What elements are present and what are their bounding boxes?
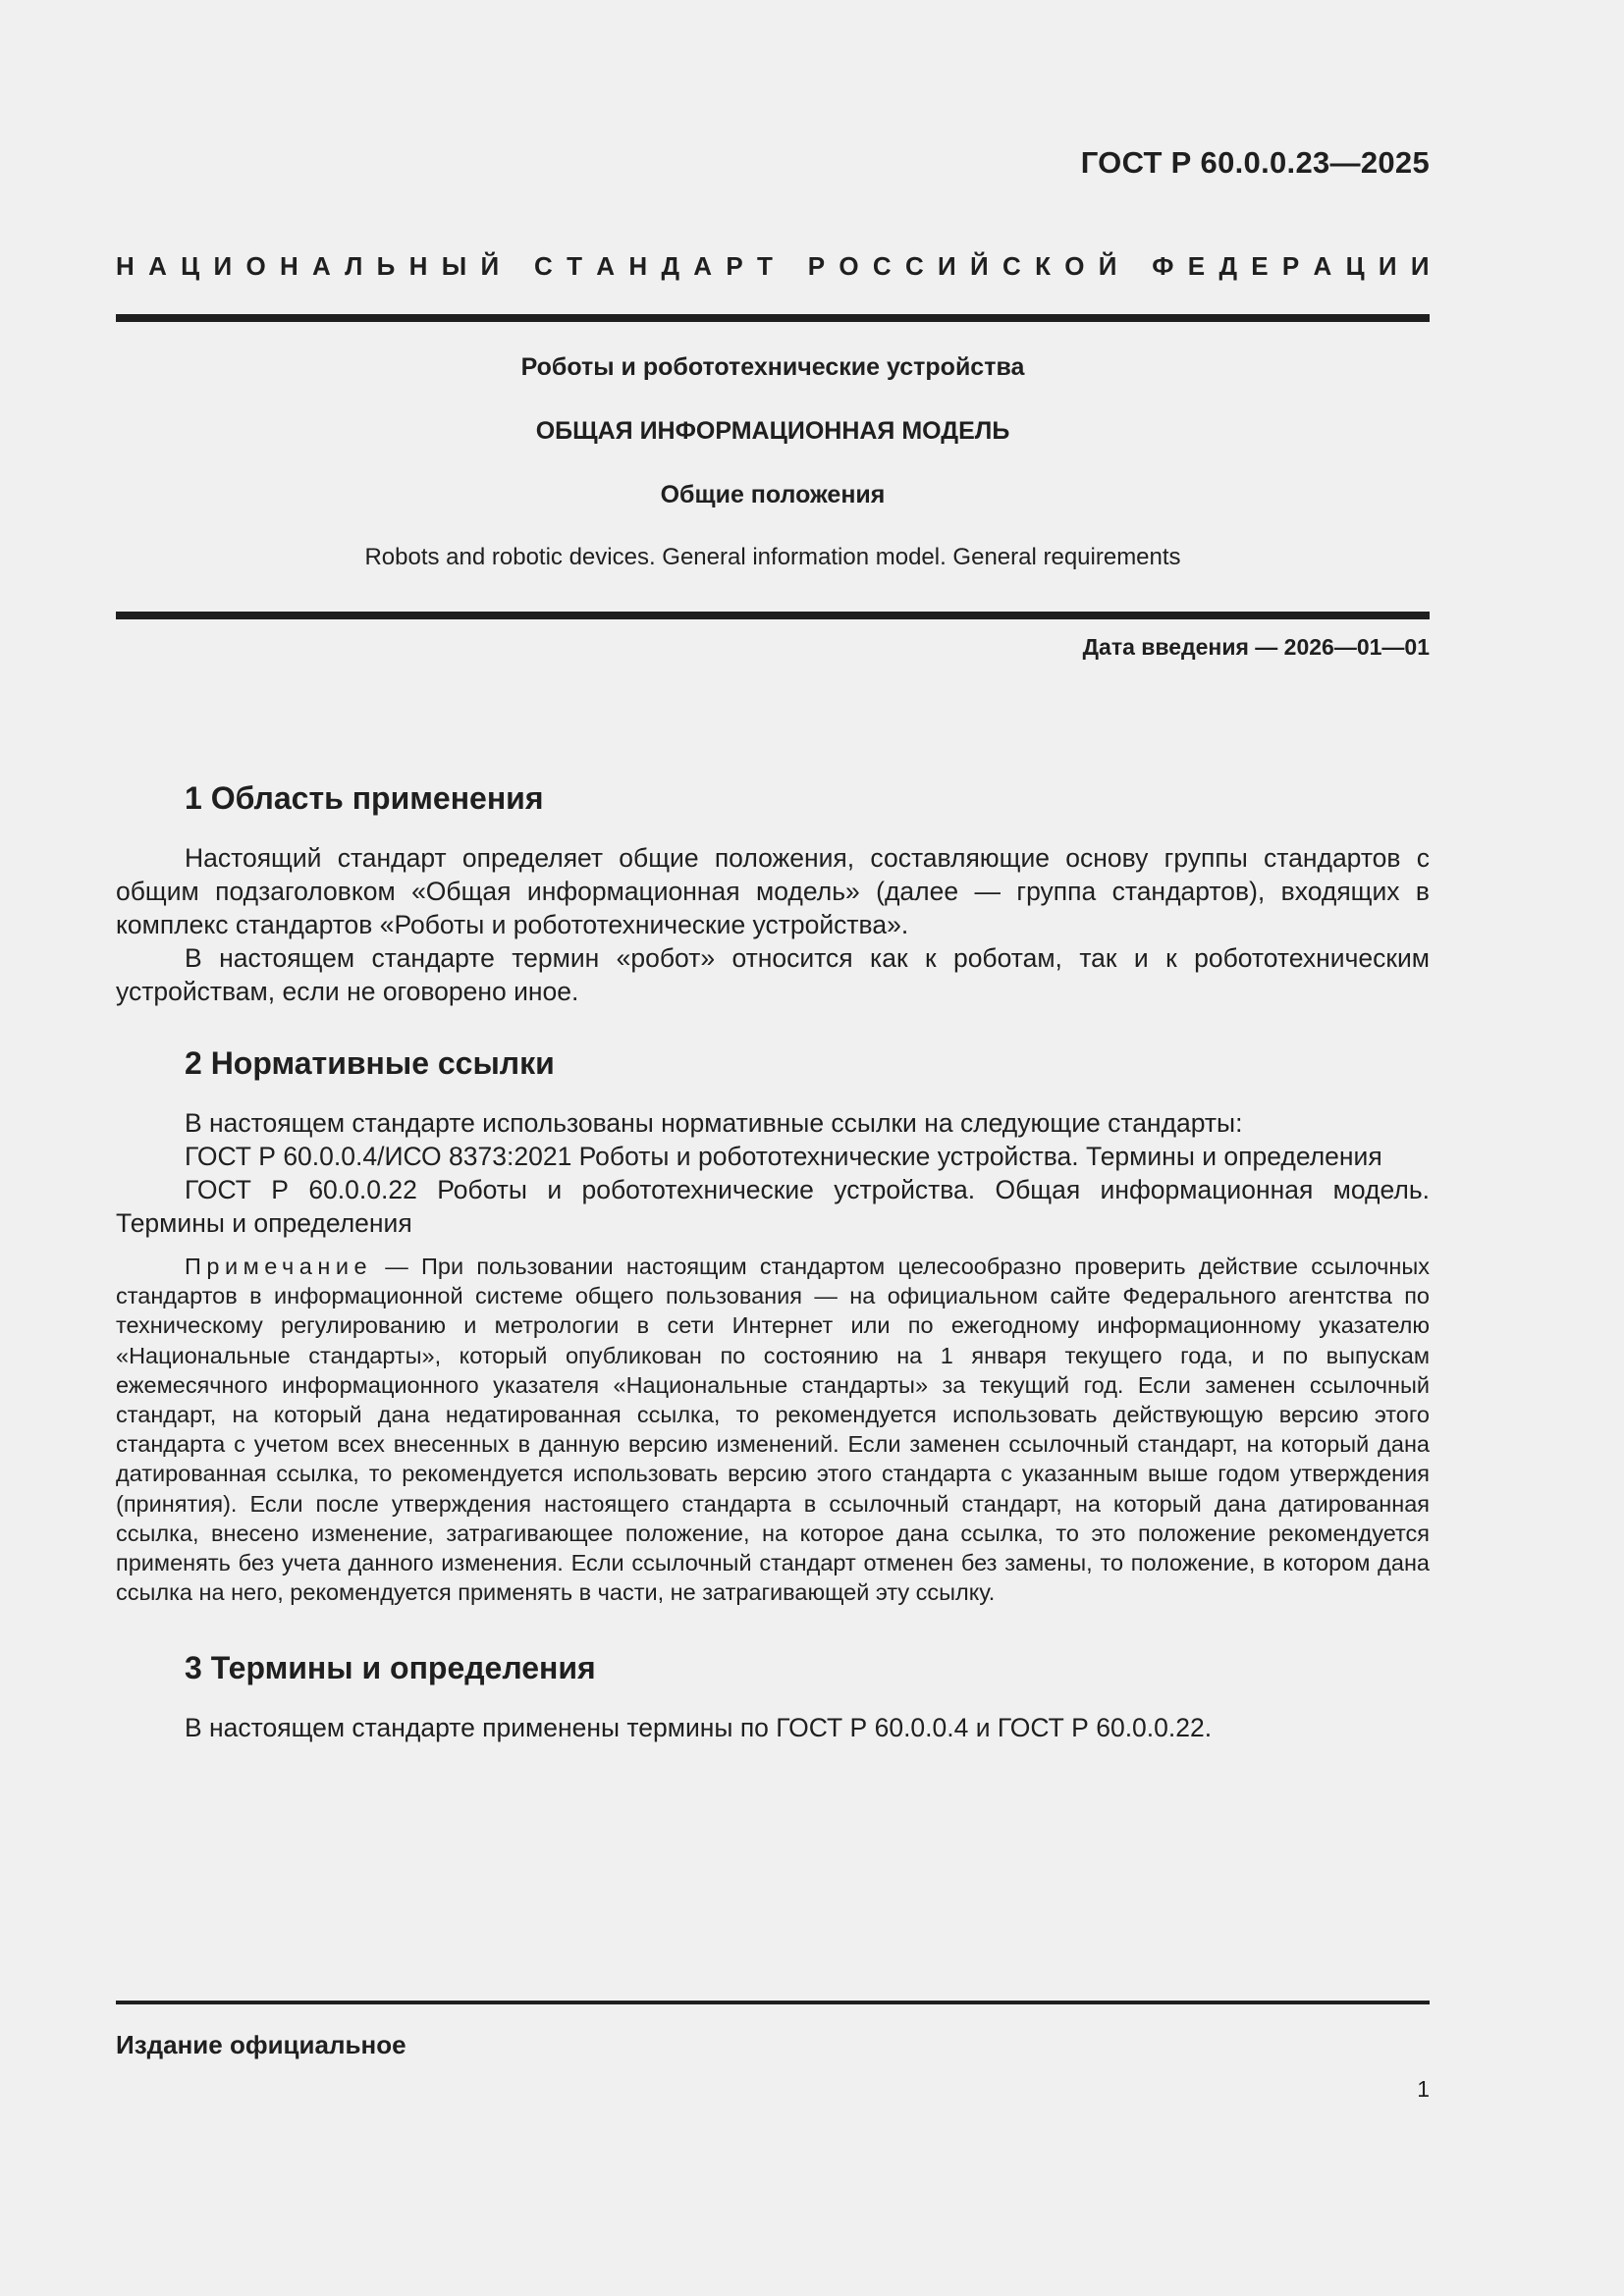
banner-letter: Т xyxy=(567,251,582,281)
section-2-heading: 2 Нормативные ссылки xyxy=(185,1045,555,1081)
banner-letter: С xyxy=(872,251,892,281)
section-3-paragraph-1: В настоящем стандарте применены термины по ГОСТ Р 60.0.0.4 и ГОСТ Р 60.0.0.22. xyxy=(185,1713,1213,1743)
note-text: — При пользовании настоящим стандартом целесообразно проверить действие ссылочных стандартов в информационной системе общего пользования — на официальном сайте Федерального агентства по техническому регулированию и метрологии в сети Интернет или по ежегодному информационному указателю «Национальные стандарты», который опубликован по состоянию на 1 января текущего года, и по выпускам ежемесячного информационного указателя «Национальные стандарты» за текущий год. Если заменен ссылочный стандарт, на который дана недатированная ссылка, то рекомендуется использовать действующую версию этого стандарта с учетом всех внесенных в данную версию изменений. Если заменен ссылочный стандарт, на который дана датированная ссылка, то рекомендуется использовать версию этого стандарта с указанным выше годом утверждения (принятия). Если после утверждения настоящего стандарта в ссылочный стандарт, на который дана датированная ссылка, внесено изменение, затрагивающее положение, на которое дана ссылка, то это положение рекомендуется применять без учета данного изменения. Если ссылочный стандарт отменен без замены, то положение, в котором дана ссылка на него, рекомендуется применять в части, не затрагивающей эту ссылку. xyxy=(116,1254,1430,1606)
banner-letter: С xyxy=(534,251,553,281)
note-label: Примечание xyxy=(185,1254,373,1279)
banner-letter: К xyxy=(1035,251,1051,281)
title-line-1: Роботы и робототехнические устройства xyxy=(520,353,1025,381)
banner-letter: С xyxy=(904,251,924,281)
banner-letter: Т xyxy=(756,251,773,281)
banner-letter: Н xyxy=(116,251,135,281)
banner-letter: А xyxy=(1313,251,1332,281)
banner-letter: Е xyxy=(1187,251,1206,281)
banner-letter: Д xyxy=(1218,251,1237,281)
banner-letter: И xyxy=(1378,251,1397,281)
banner-letter: А xyxy=(148,251,167,281)
section-2-paragraph-1: В настоящем стандарте использованы нормативные ссылки на следующие стандарты: xyxy=(185,1108,1243,1138)
banner-letter: Н xyxy=(408,251,428,281)
banner-letter: Ы xyxy=(441,251,467,281)
banner-letter: С xyxy=(1002,251,1021,281)
banner-letter: О xyxy=(245,251,266,281)
title-block xyxy=(116,353,1430,382)
banner-letter: Й xyxy=(970,251,989,281)
banner-letter: Н xyxy=(628,251,648,281)
banner-letter: Ц xyxy=(1345,251,1365,281)
document-code: ГОСТ Р 60.0.0.23—2025 xyxy=(1080,145,1430,180)
header-rule-top xyxy=(116,314,1430,322)
banner-letter: А xyxy=(596,251,616,281)
banner-letter: И xyxy=(1410,251,1430,281)
banner-letter: Ь xyxy=(376,251,396,281)
banner-letter xyxy=(513,251,519,282)
banner-letter: Ц xyxy=(181,251,200,281)
title-line-3: Общие положения xyxy=(660,481,886,508)
banner-letter: О xyxy=(1064,251,1085,281)
banner-letter: Р xyxy=(1281,251,1300,281)
document-body xyxy=(116,780,1430,1744)
title-line-3-wrap xyxy=(116,481,1430,509)
banner-letter: Н xyxy=(279,251,298,281)
section-2-reference-2: ГОСТ Р 60.0.0.22 Роботы и робототехнические устройства. Общая информационная модель. Термины и определения xyxy=(116,1175,1430,1238)
banner-letter xyxy=(1131,251,1138,282)
banner-letter: И xyxy=(213,251,233,281)
section-2-reference-1: ГОСТ Р 60.0.0.4/ИСО 8373:2021 Роботы и робототехнические устройства. Термины и определения xyxy=(185,1142,1382,1171)
official-edition-label: Издание официальное xyxy=(116,2030,406,2059)
header-rule-bottom xyxy=(116,612,1430,619)
banner-letter: А xyxy=(312,251,331,281)
english-title: Robots and robotic devices. General information model. General requirements xyxy=(364,544,1181,570)
national-standard-banner xyxy=(116,251,1430,282)
banner-letter: А xyxy=(693,251,713,281)
banner-letter: Р xyxy=(726,251,743,281)
banner-letter: Ф xyxy=(1152,251,1174,281)
section-1-paragraph-2: В настоящем стандарте термин «робот» относится как к роботам, так и к робототехническим устройствам, если не оговорено иное. xyxy=(116,943,1430,1006)
section-1-paragraph-1: Настоящий стандарт определяет общие положения, составляющие основу группы стандартов с общим подзаголовком «Общая информационная модель» (далее — группа стандартов), входящих в комплекс стандартов «Роботы и робототехнические устройства». xyxy=(116,843,1430,939)
title-line-2: ОБЩАЯ ИНФОРМАЦИОННАЯ МОДЕЛЬ xyxy=(535,417,1010,445)
banner-letter: Й xyxy=(480,251,500,281)
banner-letter xyxy=(786,251,793,282)
page-number: 1 xyxy=(1417,2076,1430,2102)
section-2-note xyxy=(116,1252,1430,1607)
introduction-date: Дата введения — 2026—01—01 xyxy=(1082,634,1430,660)
banner-letter: О xyxy=(839,251,859,281)
banner-letter: Р xyxy=(807,251,826,281)
banner-letter: Е xyxy=(1251,251,1269,281)
section-1-heading: 1 Область применения xyxy=(185,780,544,816)
banner-letter: И xyxy=(938,251,956,281)
section-3-heading: 3 Термины и определения xyxy=(185,1650,596,1686)
footer-rule xyxy=(116,2001,1430,2004)
banner-letter: Й xyxy=(1098,251,1117,281)
banner-letter: Д xyxy=(661,251,679,281)
title-line-2-wrap xyxy=(116,417,1430,446)
banner-letter: Л xyxy=(345,251,363,281)
english-title-wrap xyxy=(116,544,1430,571)
